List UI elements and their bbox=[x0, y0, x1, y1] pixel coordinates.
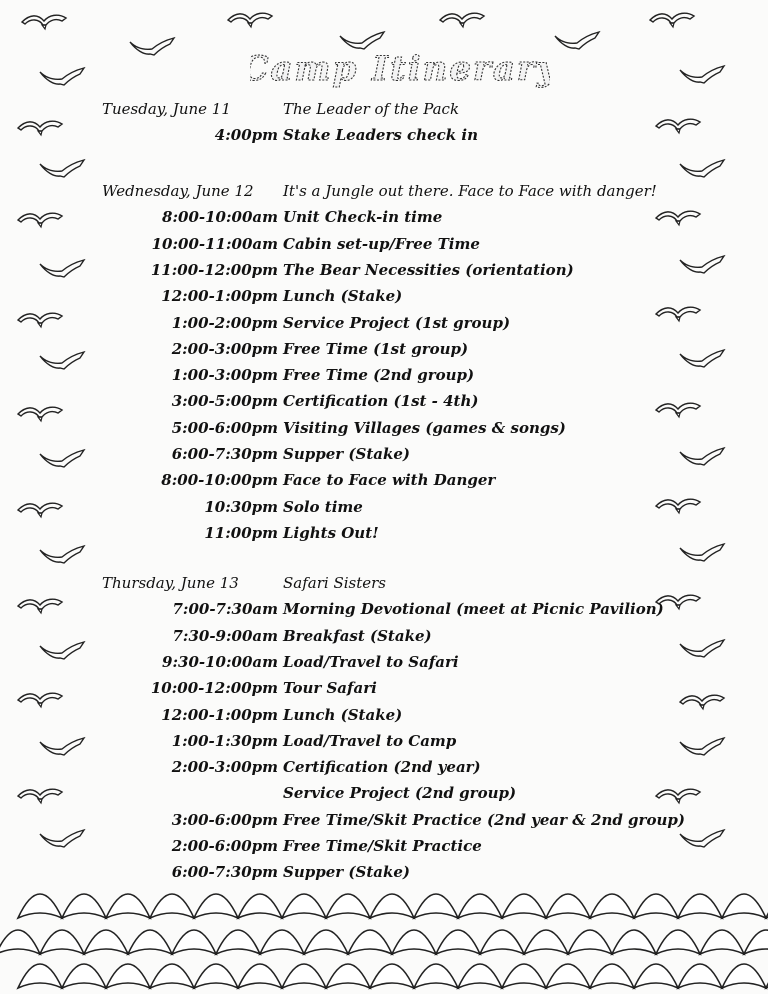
seagull-icon bbox=[130, 38, 174, 55]
row-time: 1:00-1:30pm bbox=[171, 731, 278, 750]
row-activity: Solo time bbox=[283, 497, 363, 516]
scallop-shape bbox=[304, 930, 348, 954]
row-time: 3:00-5:00pm bbox=[171, 392, 278, 411]
row-time: 10:30pm bbox=[204, 497, 278, 516]
row-activity: Face to Face with Danger bbox=[283, 471, 496, 490]
scallop-shape bbox=[194, 964, 238, 988]
schedule-row bbox=[0, 340, 768, 366]
schedule-row bbox=[0, 392, 768, 418]
scallop-shape bbox=[62, 964, 106, 988]
row-activity: Cabin set-up/Free Time bbox=[283, 234, 480, 253]
day-thursday-theme: Safari Sisters bbox=[283, 574, 386, 592]
day-wednesday-label: Wednesday, June 12 bbox=[102, 182, 254, 200]
schedule-row bbox=[0, 600, 768, 626]
row-time: 2:00-3:00pm bbox=[171, 339, 278, 358]
row-activity: Lunch (Stake) bbox=[283, 287, 403, 306]
scallop-shape bbox=[700, 930, 744, 954]
row-activity: Supper (Stake) bbox=[283, 445, 410, 463]
seagull-icon bbox=[680, 66, 724, 83]
schedule-row bbox=[0, 126, 768, 152]
seagull-icon bbox=[40, 160, 84, 177]
schedule-row bbox=[0, 261, 768, 287]
row-activity: Service Project (2nd group) bbox=[283, 784, 517, 803]
row-time: 11:00-12:00pm bbox=[150, 260, 278, 279]
row-activity: Stake Leaders check in bbox=[283, 126, 478, 145]
scallop-shape bbox=[260, 930, 304, 954]
row-activity: Free Time (2nd group) bbox=[283, 366, 475, 385]
row-activity: Certification (2nd year) bbox=[283, 758, 481, 777]
row-activity: Tour Safari bbox=[283, 679, 377, 698]
scallop-shape bbox=[40, 930, 84, 954]
row-time: 3:00-6:00pm bbox=[171, 810, 278, 829]
scallop-shape bbox=[18, 894, 62, 918]
schedule-row bbox=[0, 679, 768, 705]
seagull-icon bbox=[680, 160, 724, 177]
schedule-row bbox=[0, 471, 768, 497]
row-activity: Service Project (1st group) bbox=[283, 313, 511, 332]
scallop-shape bbox=[348, 930, 392, 954]
scallop-shape bbox=[150, 894, 194, 918]
row-activity: Visiting Villages (games & songs) bbox=[283, 418, 566, 437]
schedule-row bbox=[0, 314, 768, 340]
day-tuesday-theme: The Leader of the Pack bbox=[283, 100, 460, 118]
scallop-shape bbox=[150, 964, 194, 988]
schedule-row bbox=[0, 758, 768, 784]
schedule-row bbox=[0, 366, 768, 392]
scallop-shape bbox=[0, 930, 40, 954]
scallop-shape bbox=[568, 930, 612, 954]
scallop-shape bbox=[172, 930, 216, 954]
scallop-shape bbox=[128, 930, 172, 954]
scallop-shape bbox=[414, 894, 458, 918]
title-lettering bbox=[250, 44, 550, 92]
schedule-row bbox=[0, 287, 768, 313]
scallop-shape bbox=[546, 964, 590, 988]
scallop-shape bbox=[480, 930, 524, 954]
row-time: 7:00-7:30am bbox=[172, 600, 278, 619]
row-time: 8:00-10:00am bbox=[162, 208, 278, 227]
schedule-row bbox=[0, 445, 768, 471]
row-activity: Free Time/Skit Practice (2nd year & 2nd group) bbox=[283, 810, 685, 829]
scallop-shape bbox=[282, 894, 326, 918]
schedule-row bbox=[0, 524, 768, 550]
scallop-shape bbox=[414, 964, 458, 988]
scallop-shape bbox=[326, 894, 370, 918]
seagull-icon bbox=[40, 68, 84, 85]
row-activity: Certification (1st - 4th) bbox=[283, 392, 479, 411]
scallop-shape bbox=[458, 964, 502, 988]
day-tuesday-label: Tuesday, June 11 bbox=[102, 100, 231, 118]
row-activity: Supper (Stake) bbox=[283, 863, 410, 882]
scallop-shape bbox=[744, 930, 768, 954]
scallop-shape bbox=[238, 964, 282, 988]
row-time: 9:30-10:00am bbox=[162, 652, 278, 671]
schedule-row bbox=[0, 811, 768, 837]
scallop-shape bbox=[194, 894, 238, 918]
scallop-shape bbox=[106, 894, 150, 918]
seagull-icon bbox=[22, 15, 66, 29]
scallop-shape bbox=[524, 930, 568, 954]
row-time: 11:00pm bbox=[204, 523, 278, 542]
seagull-icon bbox=[440, 13, 484, 27]
scallop-shape bbox=[370, 894, 414, 918]
schedule-row bbox=[0, 653, 768, 679]
row-activity: Lights Out! bbox=[283, 523, 379, 542]
row-time: 10:00-11:00am bbox=[151, 234, 278, 253]
schedule-row bbox=[0, 706, 768, 732]
scallop-shape bbox=[656, 930, 700, 954]
row-time: 7:30-9:00am bbox=[172, 626, 278, 645]
schedule-row bbox=[0, 627, 768, 653]
seagull-icon bbox=[228, 13, 272, 27]
row-time: 6:00-7:30pm bbox=[171, 863, 278, 882]
page-title: Camp Itinerary bbox=[250, 49, 550, 89]
seagull-icon bbox=[650, 13, 694, 27]
row-time: 12:00-1:00pm bbox=[161, 705, 278, 724]
scallop-shape bbox=[722, 894, 766, 918]
scallop-shape bbox=[634, 964, 678, 988]
scallop-shape bbox=[634, 894, 678, 918]
row-activity: Free Time/Skit Practice bbox=[283, 837, 482, 855]
scallop-shape bbox=[282, 964, 326, 988]
row-activity: Load/Travel to Camp bbox=[283, 731, 457, 750]
day-wednesday-theme: It's a Jungle out there. Face to Face with danger! bbox=[283, 182, 657, 200]
scallop-shape bbox=[590, 894, 634, 918]
row-time: 2:00-3:00pm bbox=[171, 758, 278, 777]
scallop-shape bbox=[590, 964, 634, 988]
row-time: 12:00-1:00pm bbox=[161, 287, 278, 306]
scallop-shape bbox=[546, 894, 590, 918]
scallop-shape bbox=[370, 964, 414, 988]
scallop-shape bbox=[238, 894, 282, 918]
scallop-shape bbox=[722, 964, 766, 988]
row-activity: Load/Travel to Safari bbox=[283, 652, 459, 671]
schedule-row bbox=[0, 208, 768, 234]
schedule-row bbox=[0, 235, 768, 261]
scallop-border bbox=[0, 870, 768, 994]
row-activity: Morning Devotional (meet at Picnic Pavilion) bbox=[283, 600, 664, 619]
scallop-shape bbox=[502, 964, 546, 988]
row-time: 4:00pm bbox=[214, 126, 278, 145]
row-activity: Unit Check-in time bbox=[283, 208, 443, 227]
schedule-row bbox=[0, 784, 768, 810]
scallop-shape bbox=[392, 930, 436, 954]
row-activity: Lunch (Stake) bbox=[283, 705, 403, 724]
row-time: 5:00-6:00pm bbox=[171, 418, 278, 437]
schedule-row bbox=[0, 837, 768, 863]
row-time: 1:00-2:00pm bbox=[171, 313, 278, 332]
scallop-shape bbox=[106, 964, 150, 988]
day-thursday-label: Thursday, June 13 bbox=[102, 574, 239, 592]
scallop-shape bbox=[18, 964, 62, 988]
scallop-shape bbox=[216, 930, 260, 954]
title-area bbox=[250, 44, 550, 92]
row-activity: Free Time (1st group) bbox=[283, 339, 469, 358]
row-activity: The Bear Necessities (orientation) bbox=[283, 260, 574, 279]
scallop-shape bbox=[458, 894, 502, 918]
schedule-row bbox=[0, 498, 768, 524]
schedule-row bbox=[0, 732, 768, 758]
seagull-icon bbox=[555, 32, 599, 49]
row-time: 6:00-7:30pm bbox=[171, 445, 278, 463]
row-time: 2:00-6:00pm bbox=[171, 837, 278, 855]
schedule-row bbox=[0, 419, 768, 445]
row-time: 10:00-12:00pm bbox=[150, 679, 278, 698]
row-activity: Breakfast (Stake) bbox=[283, 626, 432, 645]
scallop-shape bbox=[326, 964, 370, 988]
scallop-shape bbox=[502, 894, 546, 918]
scallop-shape bbox=[436, 930, 480, 954]
scallop-shape bbox=[678, 964, 722, 988]
row-time: 8:00-10:00pm bbox=[161, 471, 278, 490]
row-time: 1:00-3:00pm bbox=[171, 366, 278, 385]
scallop-shape bbox=[84, 930, 128, 954]
scallop-shape bbox=[62, 894, 106, 918]
scallop-shape bbox=[678, 894, 722, 918]
scallop-shape bbox=[612, 930, 656, 954]
